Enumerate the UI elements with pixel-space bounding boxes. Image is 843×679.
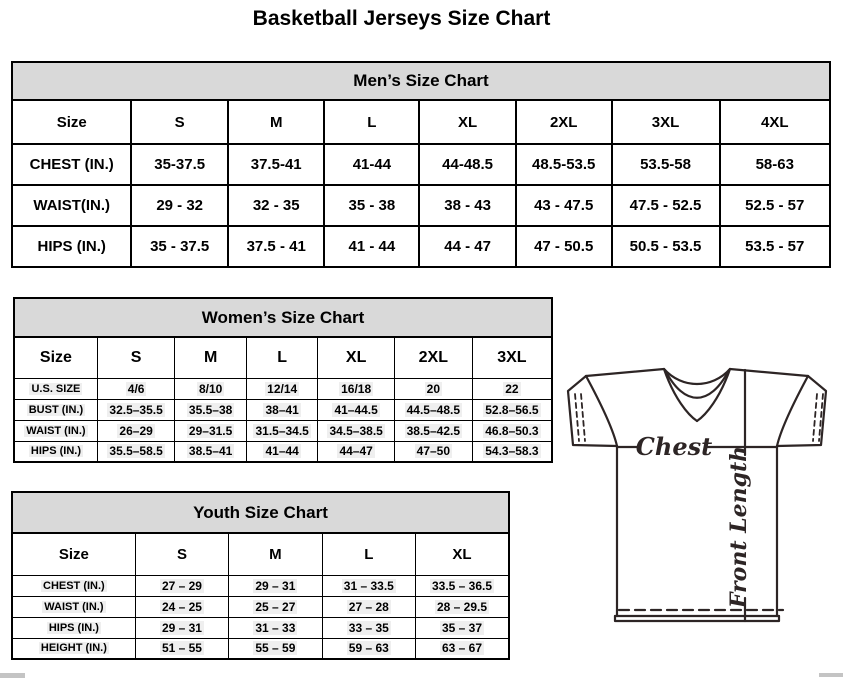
- value-cell: [419, 144, 516, 185]
- value-cell: [318, 441, 394, 462]
- men-data-row: [12, 144, 830, 185]
- front-length-label: Front Length: [726, 445, 752, 609]
- cell-value: 33.5 – 36.5: [431, 578, 493, 593]
- value-cell: [246, 399, 318, 420]
- cell-value: 38.5–41: [188, 444, 233, 459]
- womens-table-title: Women’s Size Chart: [14, 298, 552, 337]
- value-cell: [472, 441, 552, 462]
- column-header-2xl: 2XL: [394, 337, 472, 378]
- cell-value: 47–50: [416, 444, 451, 459]
- value-cell: [419, 226, 516, 267]
- value-cell: [472, 399, 552, 420]
- scrollbar-fragment-left: [0, 673, 25, 678]
- value-cell: [394, 399, 472, 420]
- row-label-cell: [14, 378, 97, 399]
- row-label: HIPS (IN.): [48, 621, 99, 634]
- value-cell: [322, 575, 415, 596]
- value-cell: [612, 226, 720, 267]
- cell-value: 53.5 - 57: [745, 238, 805, 255]
- value-cell: [322, 617, 415, 638]
- value-cell: [394, 420, 472, 441]
- value-cell: [416, 617, 509, 638]
- value-cell: [322, 638, 415, 659]
- value-cell: [228, 144, 325, 185]
- cell-value: 41 - 44: [348, 238, 396, 255]
- value-cell: [516, 226, 612, 267]
- row-label-cell: [12, 185, 131, 226]
- value-cell: [229, 575, 322, 596]
- men-column-header-row: [12, 100, 830, 144]
- value-cell: [416, 638, 509, 659]
- value-cell: [416, 575, 509, 596]
- value-cell: [318, 378, 394, 399]
- chest-label: Chest: [635, 432, 713, 461]
- youth-table-title: Youth Size Chart: [12, 492, 509, 533]
- value-cell: [324, 144, 419, 185]
- column-header-l: L: [246, 337, 318, 378]
- cell-value: 44–47: [339, 444, 373, 459]
- value-cell: [419, 185, 516, 226]
- value-cell: [175, 378, 247, 399]
- men-data-row: [12, 185, 830, 226]
- cell-value: 44-48.5: [442, 156, 494, 173]
- cell-value: 29 – 31: [255, 578, 296, 593]
- cell-value: 47.5 - 52.5: [629, 197, 702, 214]
- value-cell: [720, 144, 830, 185]
- table-title-row: [14, 298, 552, 337]
- cell-value: 31 – 33.5: [343, 578, 394, 593]
- cell-value: 52.8–56.5: [485, 402, 539, 417]
- value-cell: [612, 185, 720, 226]
- column-header-s: S: [131, 100, 228, 144]
- cell-value: 35 – 37: [441, 620, 483, 635]
- column-header-size: Size: [12, 100, 131, 144]
- column-header-xl: XL: [318, 337, 394, 378]
- women-data-row: [14, 378, 552, 399]
- value-cell: [318, 420, 394, 441]
- cell-value: 32.5–35.5: [109, 402, 163, 417]
- value-cell: [246, 378, 318, 399]
- row-label: HEIGHT (IN.): [40, 642, 107, 655]
- cell-value: 44.5–48.5: [406, 402, 461, 417]
- cell-value: 20: [426, 381, 440, 396]
- column-header-4xl: 4XL: [720, 100, 830, 144]
- women-column-header-row: [14, 337, 552, 378]
- value-cell: [720, 185, 830, 226]
- column-header-size: Size: [14, 337, 97, 378]
- mens-size-table: [11, 61, 831, 268]
- value-cell: [131, 185, 228, 226]
- value-cell: [472, 378, 552, 399]
- row-label-cell: [14, 441, 97, 462]
- value-cell: [135, 596, 228, 617]
- row-label: CHEST (IN.): [29, 156, 114, 173]
- cell-value: 41–44.5: [334, 402, 378, 417]
- value-cell: [97, 441, 174, 462]
- row-label-cell: [12, 144, 131, 185]
- cell-value: 27 – 28: [348, 599, 389, 614]
- value-cell: [516, 144, 612, 185]
- cell-value: 41–44: [265, 444, 299, 459]
- youth-data-row: [12, 617, 509, 638]
- cell-value: 63 – 67: [441, 641, 483, 656]
- row-label: U.S. SIZE: [31, 382, 81, 395]
- column-header-2xl: 2XL: [516, 100, 612, 144]
- row-label-cell: [12, 575, 135, 596]
- row-label: WAIST (IN.): [44, 600, 104, 613]
- value-cell: [229, 596, 322, 617]
- value-cell: [131, 226, 228, 267]
- value-cell: [612, 144, 720, 185]
- column-header-3xl: 3XL: [612, 100, 720, 144]
- value-cell: [228, 226, 325, 267]
- value-cell: [416, 596, 509, 617]
- column-header-3xl: 3XL: [472, 337, 552, 378]
- cell-value: 50.5 - 53.5: [629, 238, 702, 255]
- women-data-row: [14, 441, 552, 462]
- cell-value: 31 – 33: [255, 620, 296, 635]
- column-header-m: M: [175, 337, 247, 378]
- mens-table-title: Men’s Size Chart: [12, 62, 830, 100]
- column-header-s: S: [97, 337, 174, 378]
- cell-value: 4/6: [127, 381, 145, 396]
- cell-value: 29 – 31: [161, 620, 202, 635]
- cell-value: 28 – 29.5: [436, 599, 488, 614]
- value-cell: [324, 185, 419, 226]
- youth-column-header-row: [12, 533, 509, 575]
- cell-value: 38 - 43: [444, 197, 491, 214]
- table-title-row: [12, 492, 509, 533]
- women-data-row: [14, 399, 552, 420]
- cell-value: 37.5-41: [250, 156, 302, 173]
- value-cell: [135, 638, 228, 659]
- cell-value: 35.5–58.5: [109, 444, 163, 459]
- cell-value: 22: [505, 381, 519, 396]
- cell-value: 51 – 55: [161, 641, 202, 656]
- value-cell: [229, 617, 322, 638]
- row-label-cell: [14, 399, 97, 420]
- cell-value: 44 - 47: [444, 238, 491, 255]
- cell-value: 43 - 47.5: [534, 197, 594, 214]
- value-cell: [175, 441, 247, 462]
- column-header-xl: XL: [419, 100, 516, 144]
- column-header-l: L: [322, 533, 415, 575]
- value-cell: [394, 378, 472, 399]
- column-header-l: L: [324, 100, 419, 144]
- cell-value: 34.5–38.5: [329, 423, 383, 438]
- page-title: Basketball Jerseys Size Chart: [252, 7, 551, 30]
- row-label: CHEST (IN.): [43, 579, 105, 592]
- row-label-cell: [12, 596, 135, 617]
- cell-value: 38–41: [265, 402, 299, 417]
- value-cell: [472, 420, 552, 441]
- cell-value: 31.5–34.5: [255, 423, 309, 438]
- value-cell: [246, 441, 318, 462]
- cell-value: 48.5-53.5: [532, 156, 596, 173]
- cell-value: 35 - 37.5: [150, 238, 210, 255]
- value-cell: [97, 420, 174, 441]
- value-cell: [229, 638, 322, 659]
- cell-value: 12/14: [267, 381, 298, 396]
- column-header-size: Size: [12, 533, 135, 575]
- cell-value: 53.5-58: [640, 156, 691, 173]
- value-cell: [97, 378, 174, 399]
- value-cell: [135, 617, 228, 638]
- jersey-outline: [568, 369, 826, 621]
- youth-size-table: [11, 491, 510, 660]
- value-cell: [324, 226, 419, 267]
- column-header-m: M: [229, 533, 322, 575]
- cell-value: 59 – 63: [348, 641, 389, 656]
- cell-value: 26–29: [119, 423, 153, 438]
- column-header-xl: XL: [416, 533, 509, 575]
- women-data-row: [14, 420, 552, 441]
- cell-value: 52.5 - 57: [745, 197, 805, 214]
- youth-data-row: [12, 596, 509, 617]
- value-cell: [228, 185, 325, 226]
- youth-data-row: [12, 638, 509, 659]
- cell-value: 27 – 29: [161, 578, 202, 593]
- cell-value: 54.3–58.3: [485, 444, 539, 459]
- cell-value: 37.5 - 41: [246, 238, 306, 255]
- cell-value: 35 - 38: [348, 197, 396, 214]
- cell-value: 41-44: [352, 156, 392, 173]
- value-cell: [516, 185, 612, 226]
- value-cell: [175, 420, 247, 441]
- row-label-cell: [14, 420, 97, 441]
- value-cell: [318, 399, 394, 420]
- value-cell: [97, 399, 174, 420]
- cell-value: 46.8–50.3: [485, 423, 539, 438]
- row-label: HIPS (IN.): [30, 445, 81, 458]
- womens-size-table: [13, 297, 553, 463]
- jersey-diagram: [556, 358, 842, 628]
- row-label: WAIST(IN.): [33, 197, 111, 214]
- cell-value: 33 – 35: [348, 620, 389, 635]
- youth-data-row: [12, 575, 509, 596]
- cell-value: 35.5–38: [188, 402, 233, 417]
- row-label: BUST (IN.): [28, 403, 84, 416]
- cell-value: 8/10: [198, 381, 223, 396]
- scrollbar-fragment-right: [819, 673, 843, 677]
- cell-value: 29 - 32: [156, 197, 204, 214]
- cell-value: 29–31.5: [188, 423, 233, 438]
- row-label-cell: [12, 617, 135, 638]
- men-data-row: [12, 226, 830, 267]
- value-cell: [322, 596, 415, 617]
- row-label-cell: [12, 226, 131, 267]
- cell-value: 16/18: [341, 381, 372, 396]
- value-cell: [394, 441, 472, 462]
- row-label: WAIST (IN.): [26, 424, 86, 437]
- column-header-m: M: [228, 100, 325, 144]
- cell-value: 47 - 50.5: [534, 238, 594, 255]
- cell-value: 24 – 25: [161, 599, 202, 614]
- table-title-row: [12, 62, 830, 100]
- cell-value: 32 - 35: [252, 197, 300, 214]
- value-cell: [131, 144, 228, 185]
- value-cell: [720, 226, 830, 267]
- cell-value: 58-63: [755, 156, 794, 173]
- row-label-cell: [12, 638, 135, 659]
- row-label: HIPS (IN.): [37, 238, 106, 255]
- cell-value: 38.5–42.5: [406, 423, 461, 438]
- value-cell: [175, 399, 247, 420]
- column-header-s: S: [135, 533, 228, 575]
- value-cell: [246, 420, 318, 441]
- cell-value: 55 – 59: [255, 641, 296, 656]
- cell-value: 25 – 27: [255, 599, 296, 614]
- value-cell: [135, 575, 228, 596]
- cell-value: 35-37.5: [154, 156, 206, 173]
